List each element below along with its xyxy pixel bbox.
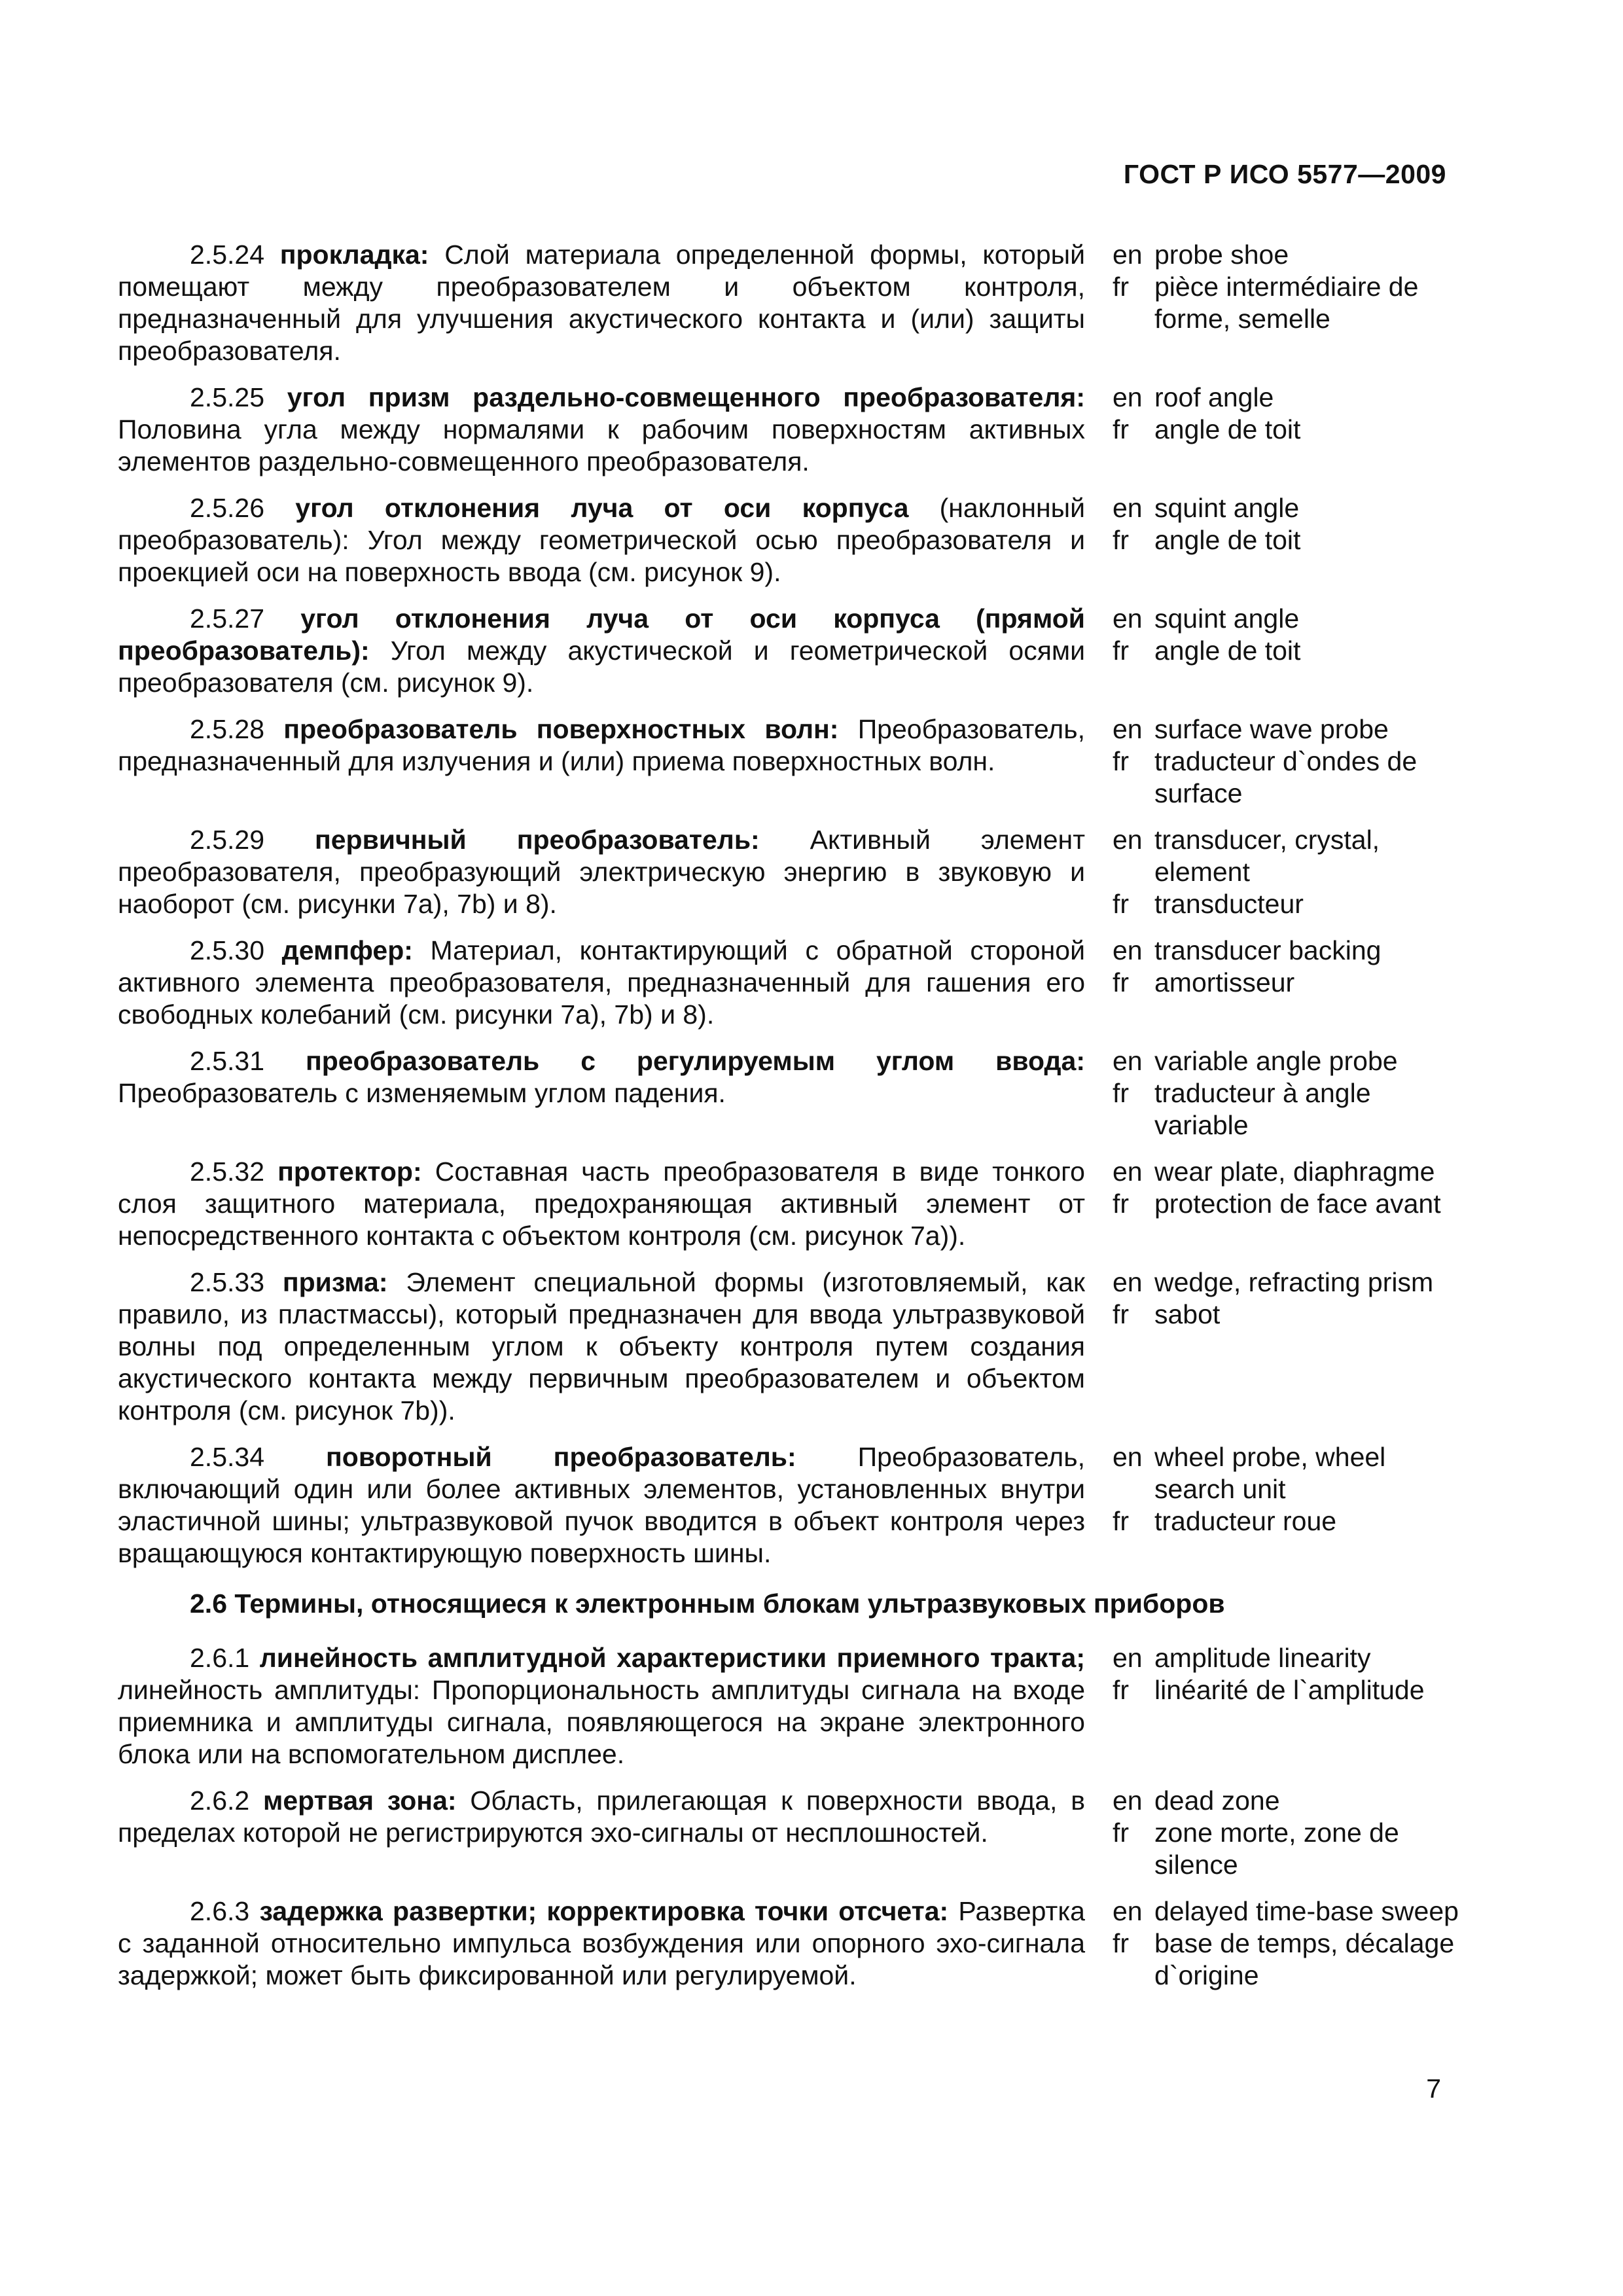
terms-content — [118, 239, 1459, 2006]
term-name: угол отклонения луча от оси корпуса — [295, 493, 909, 523]
term-name: поворотный преобразователь: — [326, 1442, 796, 1472]
translation-en — [1113, 935, 1459, 967]
lang-code-en: en — [1113, 493, 1143, 523]
translation-en — [1113, 603, 1459, 635]
translations — [1113, 1642, 1459, 1770]
lang-code-en: en — [1113, 714, 1143, 744]
term-name: мертвая зона: — [263, 1785, 457, 1816]
term-entry — [118, 492, 1459, 588]
term-number: 2.5.29 — [190, 825, 264, 855]
translations — [1113, 824, 1459, 920]
lang-code-en: en — [1113, 1267, 1143, 1297]
translations — [1113, 1156, 1459, 1252]
term-text: Материал, контактирующий с обратной стороной активного элемента преобразователя, предназначенный для гашения его свободных колебаний (см. рисунки 7a), 7b) и 8). — [118, 935, 1085, 1030]
lang-code-en: en — [1113, 240, 1143, 270]
lang-code-fr: fr — [1113, 1675, 1130, 1705]
lang-code-fr: fr — [1113, 967, 1130, 997]
term-name: задержка развертки; корректировка точки отсчета: — [259, 1896, 949, 1926]
translation-fr — [1113, 1817, 1459, 1881]
translation-term-fr: pièce intermédiaire de forme, semelle — [1154, 272, 1419, 334]
term-definition — [118, 1045, 1085, 1141]
translation-term-en: amplitude linearity — [1154, 1643, 1371, 1673]
lang-code-fr: fr — [1113, 272, 1130, 302]
term-text: линейность амплитуды: Пропорциональность амплитуды сигнала на входе приемника и амплитуды сигнала, появляющегося на экране электронного блока или на вспомогательном дисплее. — [118, 1675, 1085, 1769]
translation-en — [1113, 1266, 1459, 1299]
lang-code-fr: fr — [1113, 889, 1130, 919]
term-entry — [118, 239, 1459, 367]
lang-code-en: en — [1113, 603, 1143, 634]
lang-code-en: en — [1113, 935, 1143, 965]
term-entry — [118, 382, 1459, 478]
translation-en — [1113, 492, 1459, 524]
translation-en — [1113, 1045, 1459, 1077]
translation-fr — [1113, 1077, 1459, 1141]
translation-term-en: squint angle — [1154, 493, 1300, 523]
term-number: 2.5.32 — [190, 1157, 264, 1187]
lang-code-fr: fr — [1113, 414, 1130, 444]
term-number: 2.5.27 — [190, 603, 264, 634]
term-name: протектор: — [277, 1157, 422, 1187]
translation-term-fr: sabot — [1154, 1299, 1221, 1329]
term-entry — [118, 824, 1459, 920]
translation-fr — [1113, 1188, 1459, 1220]
translations — [1113, 1045, 1459, 1141]
lang-code-en: en — [1113, 1046, 1143, 1076]
document-code: ГОСТ Р ИСО 5577—2009 — [1123, 159, 1446, 189]
term-text: Половина угла между нормалями к рабочим поверхностям активных элементов раздельно-совмещенного преобразователя. — [118, 414, 1085, 476]
term-entry — [118, 1895, 1459, 1992]
term-number: 2.5.25 — [190, 382, 264, 412]
translation-en — [1113, 382, 1459, 414]
translation-term-fr: amortisseur — [1154, 967, 1295, 997]
translation-term-fr: angle de toit — [1154, 414, 1301, 444]
translation-term-en: squint angle — [1154, 603, 1300, 634]
translation-en — [1113, 824, 1459, 888]
term-entry — [118, 1266, 1459, 1427]
translation-term-fr: linéarité de l`amplitude — [1154, 1675, 1425, 1705]
term-definition — [118, 382, 1085, 478]
term-definition — [118, 1441, 1085, 1570]
term-entry — [118, 603, 1459, 699]
term-number: 2.5.26 — [190, 493, 264, 523]
translation-en — [1113, 1156, 1459, 1188]
term-entry — [118, 1642, 1459, 1770]
translation-fr — [1113, 635, 1459, 667]
translation-term-en: dead zone — [1154, 1785, 1280, 1816]
translation-term-fr: angle de toit — [1154, 525, 1301, 555]
translation-en — [1113, 239, 1459, 271]
translations — [1113, 382, 1459, 478]
lang-code-fr: fr — [1113, 1299, 1130, 1329]
term-definition — [118, 1156, 1085, 1252]
term-text: (наклонный преобразователь): Угол между геометрической осью преобразователя и проекцией оси на поверхность ввода (см. рисунок 9). — [118, 493, 1085, 587]
term-text: Преобразователь с изменяемым углом падения. — [118, 1078, 726, 1108]
translation-term-en: variable angle probe — [1154, 1046, 1398, 1076]
term-number: 2.6.1 — [190, 1643, 250, 1673]
translation-fr — [1113, 745, 1459, 810]
term-entry — [118, 935, 1459, 1031]
term-definition — [118, 1266, 1085, 1427]
page-number: 7 — [1426, 2073, 1441, 2104]
translation-term-en: wear plate, diaphragme — [1154, 1157, 1435, 1187]
term-text: Область, прилегающая к поверхности ввода, в пределах которой не регистрируются эхо-сигналы от несплошностей. — [118, 1785, 1085, 1848]
term-name: демпфер: — [281, 935, 413, 965]
translation-term-en: delayed time-base sweep — [1154, 1896, 1459, 1926]
translation-en — [1113, 1441, 1459, 1505]
translations — [1113, 492, 1459, 588]
term-number: 2.5.31 — [190, 1046, 264, 1076]
translation-en — [1113, 1895, 1459, 1928]
translation-term-en: wheel probe, wheel search unit — [1154, 1442, 1386, 1504]
term-text: Элемент специальной формы (изготовляемый, как правило, из пластмассы), который предназначен для ввода ультразвуковой волны под определенным углом к объекту контроля путем создания акустического контакта между первичным преобразователем и объектом контроля (см. рисунок 7b)). — [118, 1267, 1085, 1426]
term-number: 2.6.3 — [190, 1896, 250, 1926]
translation-term-en: roof angle — [1154, 382, 1274, 412]
term-text: Активный элемент преобразователя, преобразующий электрическую энергию в звуковую и наоборот (см. рисунки 7a), 7b) и 8). — [118, 825, 1085, 919]
lang-code-fr: fr — [1113, 1506, 1130, 1536]
term-definition — [118, 1895, 1085, 1992]
term-definition — [118, 713, 1085, 810]
term-name: призма: — [282, 1267, 388, 1297]
translation-en — [1113, 713, 1459, 745]
lang-code-en: en — [1113, 1643, 1143, 1673]
translation-fr — [1113, 271, 1459, 335]
lang-code-en: en — [1113, 1785, 1143, 1816]
translations — [1113, 1895, 1459, 1992]
terms-list-2-5 — [118, 239, 1459, 1570]
term-entry — [118, 1045, 1459, 1141]
term-definition — [118, 1785, 1085, 1881]
term-text: Преобразователь, включающий один или более активных элементов, установленных внутри эластичной шины; ультразвуковой пучок вводится в объект контроля через вращающуюся контактирующую поверхность шины. — [118, 1442, 1085, 1568]
term-name: первичный преобразователь: — [314, 825, 760, 855]
term-name: преобразователь поверхностных волн: — [283, 714, 839, 744]
term-definition — [118, 824, 1085, 920]
translation-term-fr: traducteur à angle variable — [1154, 1078, 1371, 1140]
translation-term-fr: transducteur — [1154, 889, 1304, 919]
term-name: угол отклонения луча от оси корпуса (прямой преобразователь): — [118, 603, 1085, 666]
translations — [1113, 1266, 1459, 1427]
term-text: Слой материала определенной формы, который помещают между преобразователем и объектом контроля, предназначенный для улучшения акустического контакта и (или) защиты преобразователя. — [118, 240, 1085, 366]
term-number: 2.5.30 — [190, 935, 264, 965]
lang-code-fr: fr — [1113, 1818, 1130, 1848]
translation-term-en: wedge, refracting prism — [1154, 1267, 1434, 1297]
term-entry — [118, 1441, 1459, 1570]
lang-code-fr: fr — [1113, 636, 1130, 666]
term-number: 2.6.2 — [190, 1785, 250, 1816]
lang-code-en: en — [1113, 1157, 1143, 1187]
term-definition — [118, 1642, 1085, 1770]
translation-term-fr: angle de toit — [1154, 636, 1301, 666]
translation-fr — [1113, 967, 1459, 999]
translations — [1113, 935, 1459, 1031]
lang-code-fr: fr — [1113, 1189, 1130, 1219]
term-definition — [118, 239, 1085, 367]
term-number: 2.5.28 — [190, 714, 264, 744]
term-entry — [118, 1785, 1459, 1881]
translation-term-en: transducer, crystal, element — [1154, 825, 1380, 887]
translation-fr — [1113, 1674, 1459, 1706]
lang-code-fr: fr — [1113, 746, 1130, 776]
term-number: 2.5.34 — [190, 1442, 264, 1472]
translation-fr — [1113, 888, 1459, 920]
lang-code-en: en — [1113, 382, 1143, 412]
translation-en — [1113, 1785, 1459, 1817]
term-name: угол призм раздельно-совмещенного преобразователя: — [287, 382, 1085, 412]
lang-code-fr: fr — [1113, 525, 1130, 555]
translation-fr — [1113, 414, 1459, 446]
term-name: прокладка: — [279, 240, 429, 270]
terms-list-2-6 — [118, 1642, 1459, 1992]
term-definition — [118, 603, 1085, 699]
translations — [1113, 713, 1459, 810]
translation-fr — [1113, 524, 1459, 556]
translation-term-fr: traducteur roue — [1154, 1506, 1337, 1536]
term-definition — [118, 935, 1085, 1031]
translation-fr — [1113, 1928, 1459, 1992]
lang-code-en: en — [1113, 1442, 1143, 1472]
lang-code-en: en — [1113, 1896, 1143, 1926]
translation-term-fr: traducteur d`ondes de surface — [1154, 746, 1418, 808]
section-heading: 2.6 Термины, относящиеся к электронным блокам ультразвуковых приборов — [190, 1588, 1225, 1619]
term-name: преобразователь с регулируемым углом ввода: — [305, 1046, 1085, 1076]
term-entry — [118, 1156, 1459, 1252]
translation-en — [1113, 1642, 1459, 1674]
translation-term-fr: base de temps, décalage d`origine — [1154, 1928, 1455, 1990]
term-number: 2.5.33 — [190, 1267, 264, 1297]
translations — [1113, 1785, 1459, 1881]
translations — [1113, 239, 1459, 367]
translations — [1113, 1441, 1459, 1570]
term-text: Развертка с заданной относительно импульса возбуждения или опорного эхо-сигнала задержкой; может быть фиксированной или регулируемой. — [118, 1896, 1085, 1990]
term-definition — [118, 492, 1085, 588]
lang-code-fr: fr — [1113, 1928, 1130, 1958]
term-name: линейность амплитудной характеристики приемного тракта; — [259, 1643, 1085, 1673]
term-entry — [118, 713, 1459, 810]
translation-term-en: transducer backing — [1154, 935, 1382, 965]
term-text: Преобразователь, предназначенный для излучения и (или) приема поверхностных волн. — [118, 714, 1085, 776]
translation-term-fr: zone morte, zone de silence — [1154, 1818, 1399, 1880]
term-text: Угол между акустической и геометрической осями преобразователя (см. рисунок 9). — [118, 636, 1085, 698]
translation-term-en: surface wave probe — [1154, 714, 1389, 744]
term-number: 2.5.24 — [190, 240, 264, 270]
translation-term-en: probe shoe — [1154, 240, 1289, 270]
translation-fr — [1113, 1299, 1459, 1331]
term-text: Составная часть преобразователя в виде тонкого слоя защитного материала, предохраняющая активный элемент от непосредственного контакта с объектом контроля (см. рисунок 7a)). — [118, 1157, 1085, 1251]
translations — [1113, 603, 1459, 699]
translation-term-fr: protection de face avant — [1154, 1189, 1441, 1219]
lang-code-fr: fr — [1113, 1078, 1130, 1108]
lang-code-en: en — [1113, 825, 1143, 855]
translation-fr — [1113, 1505, 1459, 1537]
